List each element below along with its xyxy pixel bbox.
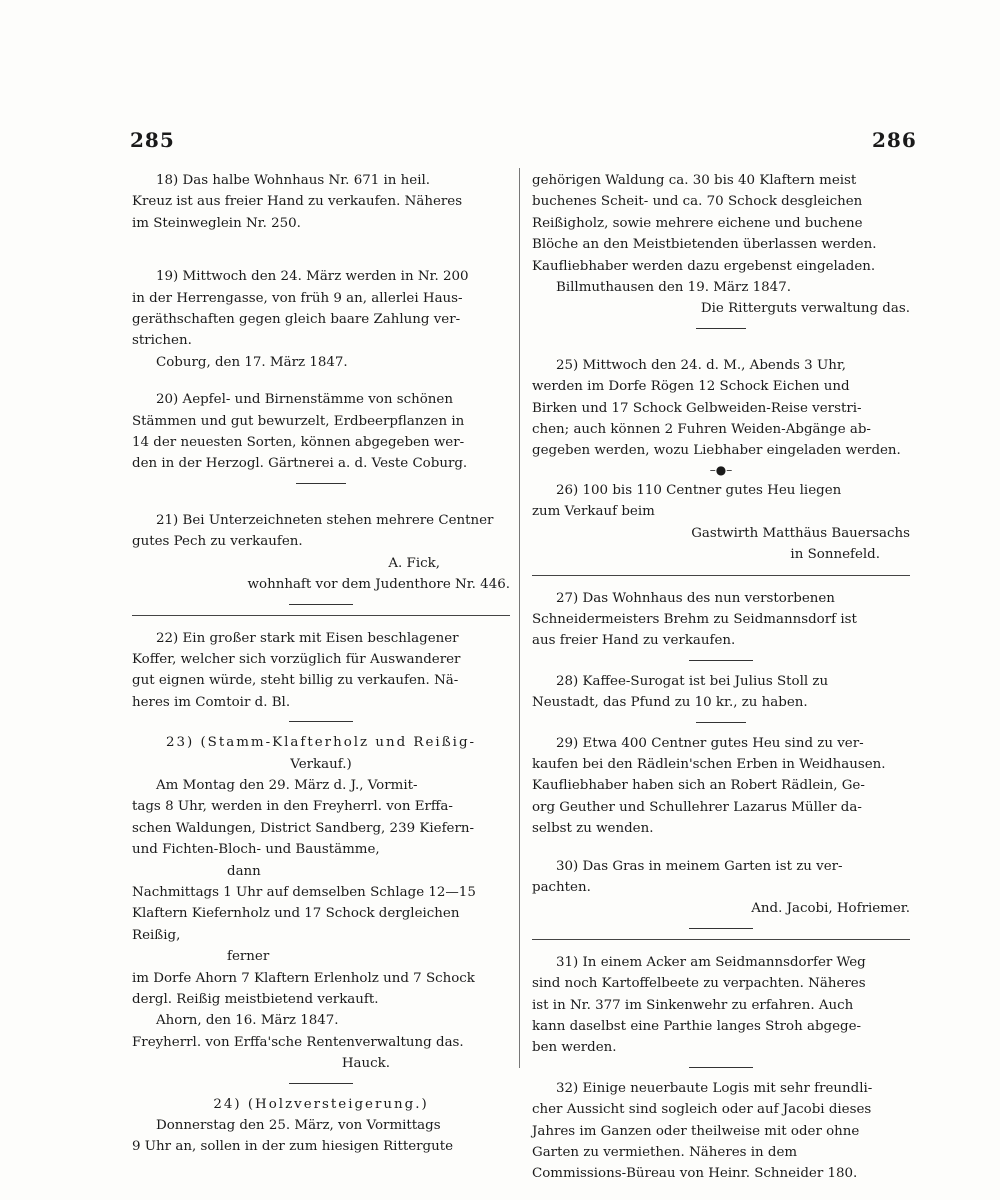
left-column (132, 170, 510, 1158)
column-divider (519, 168, 520, 1068)
notice-line: gehörigen Waldung ca. 30 bis 40 Klaftern meist (532, 173, 857, 188)
notice-line: 32) Einige neuerbaute Logis mit sehr freundli- (556, 1080, 873, 1096)
notice-line: 25) Mittwoch den 24. d. M., Abends 3 Uhr, (556, 357, 847, 373)
notice-line: 19) Mittwoch den 24. März werden in Nr. 200 (156, 269, 469, 285)
notice-line: buchenes Scheit- und ca. 70 Schock desgleichen (532, 194, 863, 210)
notice-line: dergl. Reißig meistbietend verkauft. (132, 992, 379, 1007)
notice-heading: Verkauf.) (290, 756, 352, 772)
notice-line: ist in Nr. 377 im Sinkenwehr zu erfahren. Auch (532, 997, 854, 1013)
notice-line: ben werden. (532, 1040, 617, 1056)
separator-dash (689, 928, 753, 929)
notice-line: 28) Kaffee-Surogat ist bei Julius Stoll zu (556, 673, 829, 689)
notice-signature: wohnhaft vor dem Judenthore Nr. 446. (247, 577, 510, 593)
notice-line: Klaftern Kiefernholz und 17 Schock dergleichen (132, 906, 460, 922)
section-rule (532, 939, 910, 940)
page-number-left: 285 (130, 128, 175, 152)
notice-line: pachten. (532, 879, 591, 895)
notice-line: den in der Herzogl. Gärtnerei a. d. Veste Coburg. (132, 456, 468, 472)
notice-line: ferner (227, 949, 270, 965)
notice-23 (132, 732, 510, 1075)
section-rule (532, 575, 910, 576)
notice-line: Reißigholz, sowie mehrere eichene und buchene (532, 215, 863, 231)
separator-dash (696, 328, 746, 329)
notice-signature: And. Jacobi, Hofriemer. (751, 901, 910, 917)
notice-line: Kaufliebhaber werden dazu ergebenst eingeladen. (532, 258, 876, 274)
notice-line: 26) 100 bis 110 Centner gutes Heu liegen (556, 482, 842, 498)
separator-dash (689, 1067, 753, 1068)
separator-dash (689, 660, 753, 661)
notice-line: 18) Das halbe Wohnhaus Nr. 671 in heil. (156, 173, 431, 188)
notice-line: 29) Etwa 400 Centner gutes Heu sind zu ver- (556, 735, 864, 751)
notice-line: Garten zu vermiethen. Näheres in dem (532, 1145, 798, 1161)
notice-29 (532, 733, 910, 840)
notice-line: im Dorfe Ahorn 7 Klaftern Erlenholz und 7 Schock (132, 970, 475, 986)
notice-22 (132, 628, 510, 714)
notice-heading: 24) (Holzversteigerung.) (213, 1096, 429, 1112)
notice-line: gegeben werden, wozu Liebhaber eingeladen werden. (532, 443, 901, 459)
page-number-right: 286 (872, 128, 917, 152)
notice-line: 30) Das Gras in meinem Garten ist zu ver- (556, 858, 843, 874)
notice-line: sind noch Kartoffelbeete zu verpachten. Näheres (532, 976, 866, 992)
notice-line: Kreuz ist aus freier Hand zu verkaufen. Näheres (132, 194, 463, 210)
notice-24 (132, 1094, 510, 1158)
notice-line: Kaufliebhaber haben sich an Robert Rädlein, Ge- (532, 778, 865, 794)
notice-21 (132, 510, 510, 596)
notice-line: 31) In einem Acker am Seidmannsdorfer Weg (556, 954, 866, 970)
notice-line: Blöche an den Meistbietenden überlassen werden. (532, 237, 877, 253)
notice-signature: in Sonnefeld. (790, 547, 880, 563)
notice-signature: Freyherrl. von Erffa'sche Rentenverwaltung das. (132, 1034, 464, 1050)
right-column (532, 170, 910, 1185)
notice-30 (532, 856, 910, 920)
separator-dash (289, 604, 353, 605)
notice-line: 9 Uhr an, sollen in der zum hiesigen Rittergute (132, 1139, 454, 1155)
notice-27 (532, 588, 910, 652)
notice-line: Commissions-Büreau von Heinr. Schneider 180. (532, 1166, 858, 1182)
notice-line: Stämmen und gut bewurzelt, Erdbeerpflanzen in (132, 413, 465, 429)
notice-line: Koffer, welcher sich vorzüglich für Auswanderer (132, 651, 461, 667)
notice-line: im Steinweglein Nr. 250. (132, 215, 301, 231)
notice-line: 14 der neuesten Sorten, können abgegeben wer- (132, 435, 465, 451)
notice-line: Am Montag den 29. März d. J., Vormit- (156, 777, 418, 793)
notice-signature: Hauck. (341, 1056, 390, 1072)
notice-line: kann daselbst eine Parthie langes Stroh abgege- (532, 1019, 862, 1034)
notice-24-continued (532, 170, 910, 320)
notice-place-date: Billmuthausen den 19. März 1847. (556, 280, 791, 296)
notice-signature: Coburg, den 17. März 1847. (156, 354, 348, 370)
notice-26 (532, 480, 910, 566)
notice-line: Birken und 17 Schock Gelbweiden-Reise verstri- (532, 400, 862, 416)
notice-line: 20) Aepfel- und Birnenstämme von schönen (156, 392, 453, 408)
notice-line: zum Verkauf beim (532, 504, 655, 520)
notice-line: Neustadt, das Pfund zu 10 kr., zu haben. (532, 695, 808, 711)
notice-line: org Geuther und Schullehrer Lazarus Müller da- (532, 799, 862, 815)
notice-line: 22) Ein großer stark mit Eisen beschlagener (156, 630, 459, 646)
notice-31 (532, 952, 910, 1059)
notice-line: chen; auch können 2 Fuhren Weiden-Abgänge ab- (532, 422, 871, 438)
separator-dash (696, 722, 746, 723)
notice-line: dann (227, 863, 261, 879)
notice-line: gut eignen würde, steht billig zu verkaufen. Nä- (132, 673, 459, 689)
notice-line: strichen. (132, 333, 192, 349)
notice-line: cher Aussicht sind sogleich oder auf Jacobi dieses (532, 1102, 872, 1118)
notice-line: schen Waldungen, District Sandberg, 239 Kiefern- (132, 820, 475, 836)
notice-place-date: Ahorn, den 16. März 1847. (156, 1013, 339, 1029)
notice-line: tags 8 Uhr, werden in den Freyherrl. von Erffa- (132, 799, 453, 815)
notice-line: und Fichten-Bloch- und Baustämme, (132, 842, 380, 858)
notice-28 (532, 671, 910, 714)
notice-signature: Gastwirth Matthäus Bauersachs (691, 525, 910, 541)
notice-18 (132, 170, 510, 234)
notice-line: in der Herrengasse, von früh 9 an, allerlei Haus- (132, 290, 463, 306)
notice-25 (532, 355, 910, 462)
separator-dash (289, 721, 353, 722)
notice-line: Reißig, (132, 927, 181, 943)
separator-dash (296, 483, 346, 484)
notice-line: geräthschaften gegen gleich baare Zahlung ver- (132, 312, 461, 328)
notice-line: Schneidermeisters Brehm zu Seidmannsdorf ist (532, 611, 857, 627)
notice-signature: A. Fick, (388, 555, 440, 571)
notice-19 (132, 266, 510, 373)
notice-line: Donnerstag den 25. März, von Vormittags (156, 1118, 441, 1134)
notice-line: aus freier Hand zu verkaufen. (532, 633, 736, 649)
notice-line: gutes Pech zu verkaufen. (132, 534, 303, 550)
notice-line: Nachmittags 1 Uhr auf demselben Schlage 12—15 (132, 884, 476, 900)
separator-dash (289, 1083, 353, 1084)
notice-line: kaufen bei den Rädlein'schen Erben in Weidhausen. (532, 756, 886, 772)
notice-heading: 23) (Stamm-Klafterholz und Reißig- (165, 735, 477, 751)
notice-32 (532, 1078, 910, 1185)
notice-line: werden im Dorfe Rögen 12 Schock Eichen und (532, 379, 850, 395)
section-rule (132, 615, 510, 616)
notice-line: Jahres im Ganzen oder theilweise mit oder ohne (532, 1123, 860, 1139)
notice-line: 21) Bei Unterzeichneten stehen mehrere Centner (156, 512, 494, 528)
notice-line: heres im Comtoir d. Bl. (132, 694, 291, 710)
notice-line: selbst zu wenden. (532, 821, 654, 837)
notice-20 (132, 389, 510, 475)
notice-signature: Die Ritterguts verwaltung das. (700, 301, 910, 317)
notice-line: 27) Das Wohnhaus des nun verstorbenen (556, 590, 835, 606)
separator-ornament: –●– (709, 462, 733, 477)
